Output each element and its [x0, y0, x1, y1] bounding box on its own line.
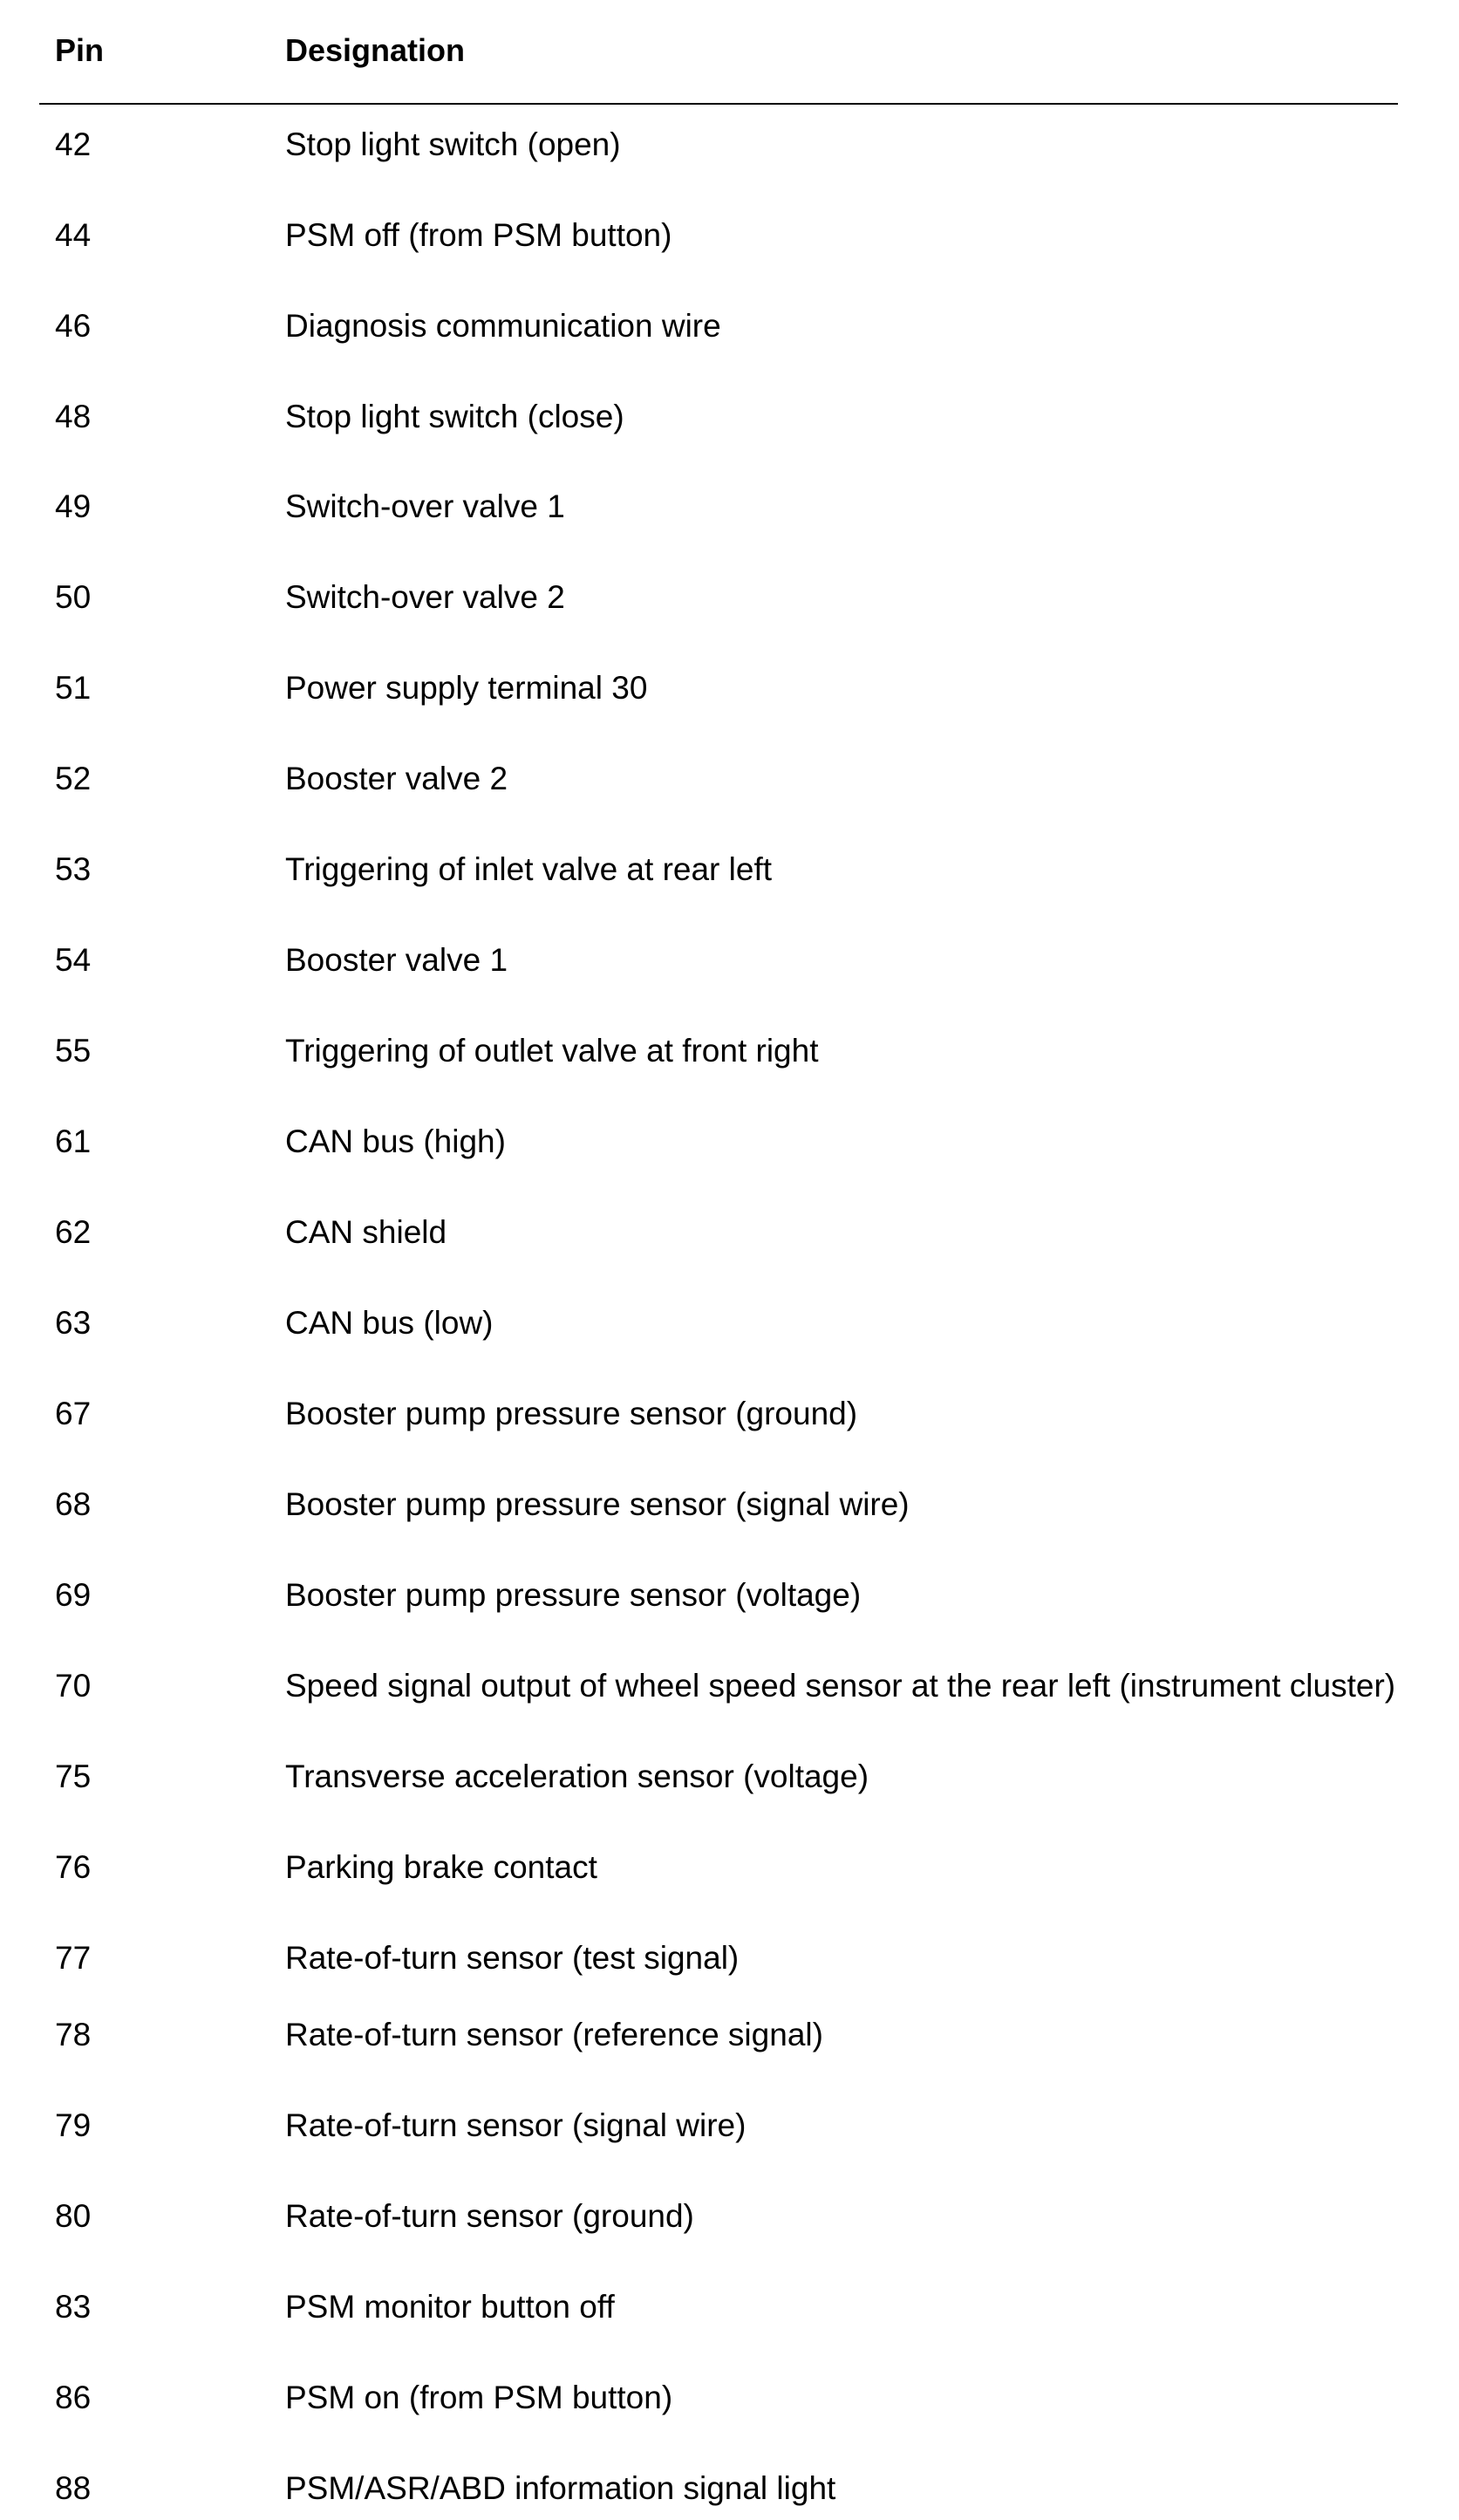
designation-cell: Triggering of inlet valve at rear left [285, 851, 772, 887]
pin-cell: 86 [55, 2380, 92, 2415]
table-row [0, 486, 1459, 538]
table-row [0, 1574, 1459, 1627]
table-row [0, 1665, 1459, 1718]
table-row [0, 1937, 1459, 1990]
table-row [0, 1212, 1459, 1264]
pin-cell: 75 [55, 1759, 92, 1794]
table-row [0, 215, 1459, 267]
pin-cell: 79 [55, 2107, 92, 2143]
designation-cell: PSM monitor button off [285, 2289, 615, 2325]
column-header-designation: Designation [285, 32, 466, 68]
designation-cell: Stop light switch (close) [285, 399, 624, 434]
pin-cell: 63 [55, 1305, 92, 1341]
table-row [0, 124, 1459, 176]
pin-cell: 52 [55, 761, 92, 796]
pin-cell: 53 [55, 851, 92, 887]
pin-cell: 46 [55, 308, 92, 344]
pin-cell: 55 [55, 1033, 92, 1069]
table-row [0, 758, 1459, 810]
designation-cell: Parking brake contact [285, 1849, 597, 1885]
header-divider [39, 103, 1398, 105]
pin-cell: 88 [55, 2470, 92, 2506]
designation-cell: Booster valve 2 [285, 761, 508, 796]
column-header-pin: Pin [55, 32, 105, 68]
pin-cell: 83 [55, 2289, 92, 2325]
designation-cell: Rate-of-turn sensor (test signal) [285, 1940, 740, 1976]
table-row [0, 667, 1459, 720]
pin-cell: 51 [55, 670, 92, 706]
table-row [0, 2468, 1459, 2520]
designation-cell: Triggering of outlet valve at front right [285, 1033, 819, 1069]
table-row [0, 2105, 1459, 2157]
designation-cell: Diagnosis communication wire [285, 308, 721, 344]
designation-cell: Rate-of-turn sensor (signal wire) [285, 2107, 747, 2143]
table-row [0, 1484, 1459, 1536]
table-row [0, 2377, 1459, 2429]
designation-cell: PSM/ASR/ABD information signal light [285, 2470, 836, 2506]
designation-cell: Stop light switch (open) [285, 126, 621, 162]
table-row [0, 939, 1459, 992]
pin-cell: 67 [55, 1396, 92, 1431]
pin-cell: 77 [55, 1940, 92, 1976]
table-row [0, 1393, 1459, 1445]
pin-cell: 70 [55, 1668, 92, 1704]
designation-cell: Switch-over valve 1 [285, 488, 565, 524]
designation-cell: Booster valve 1 [285, 942, 508, 978]
designation-cell: Booster pump pressure sensor (signal wire) [285, 1486, 910, 1522]
pin-cell: 42 [55, 126, 92, 162]
designation-cell: Booster pump pressure sensor (voltage) [285, 1577, 862, 1613]
pin-cell: 69 [55, 1577, 92, 1613]
pin-cell: 50 [55, 579, 92, 615]
pin-cell: 80 [55, 2198, 92, 2234]
designation-cell: Switch-over valve 2 [285, 579, 565, 615]
designation-cell: PSM off (from PSM button) [285, 217, 672, 253]
pin-cell: 44 [55, 217, 92, 253]
table-header-row [0, 0, 1459, 105]
designation-cell: Power supply terminal 30 [285, 670, 648, 706]
table-row [0, 1756, 1459, 1808]
table-row [0, 1030, 1459, 1082]
table-row [0, 305, 1459, 358]
table-row [0, 2014, 1459, 2066]
designation-cell: Rate-of-turn sensor (ground) [285, 2198, 694, 2234]
designation-cell: CAN shield [285, 1214, 447, 1250]
pin-cell: 54 [55, 942, 92, 978]
table-row [0, 577, 1459, 629]
pin-cell: 49 [55, 488, 92, 524]
pin-cell: 62 [55, 1214, 92, 1250]
table-row [0, 1302, 1459, 1355]
pin-cell: 78 [55, 2017, 92, 2052]
designation-cell: CAN bus (low) [285, 1305, 494, 1341]
table-row [0, 2286, 1459, 2339]
pin-cell: 48 [55, 399, 92, 434]
designation-cell: CAN bus (high) [285, 1123, 506, 1159]
designation-cell: Booster pump pressure sensor (ground) [285, 1396, 858, 1431]
pin-cell: 68 [55, 1486, 92, 1522]
table-row [0, 396, 1459, 448]
designation-cell: Rate-of-turn sensor (reference signal) [285, 2017, 823, 2052]
designation-cell: Transverse acceleration sensor (voltage) [285, 1759, 869, 1794]
table-row [0, 2196, 1459, 2248]
pin-cell: 76 [55, 1849, 92, 1885]
designation-cell: PSM on (from PSM button) [285, 2380, 673, 2415]
table-row [0, 1847, 1459, 1899]
table-row [0, 849, 1459, 901]
pin-cell: 61 [55, 1123, 92, 1159]
table-row [0, 1121, 1459, 1173]
designation-cell: Speed signal output of wheel speed sensor at the rear left (instrument cluster) [285, 1668, 1396, 1704]
